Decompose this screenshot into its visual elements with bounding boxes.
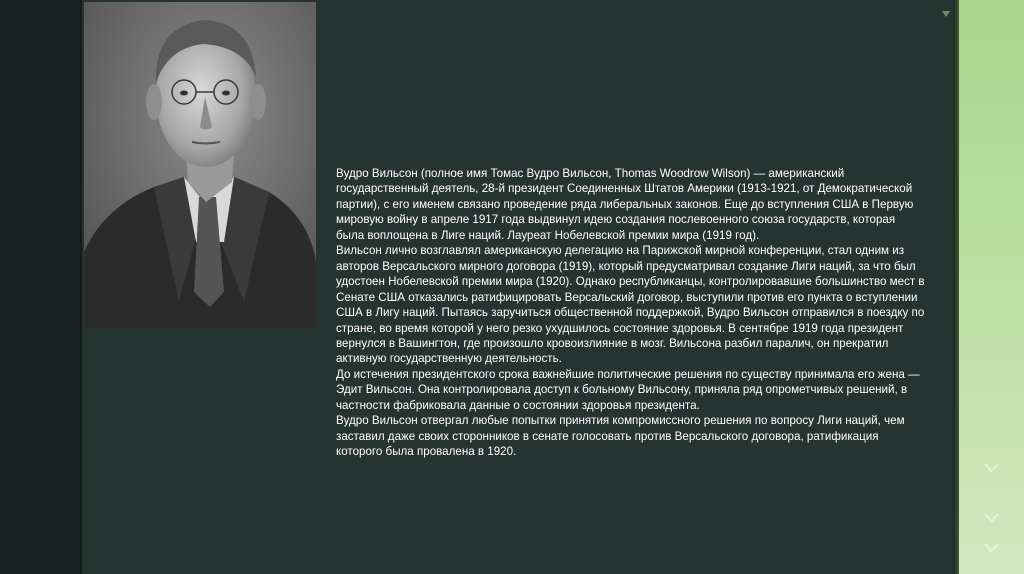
right-decorative-band bbox=[959, 0, 1024, 574]
paragraph: Вудро Вильсон отвергал любые попытки принятия компромиссного решения по вопросу Лиги наций, чем заставил даже своих сторонников в сенате голосовать против Версальского договора, ратификация которого была провалена в 1920. bbox=[336, 414, 905, 459]
biography-text bbox=[336, 166, 926, 460]
chevron-right-icon: › bbox=[972, 540, 1014, 556]
chevron-right-icon: › bbox=[972, 510, 1014, 526]
paragraph: Вильсон лично возглавлял американскую делегацию на Парижской мирной конференции, стал одним из авторов Версальского мирного договора (1919), который предусматривал создание Лиги наций, за что был удостоен Нобелевской премии мира (1920). Однако республиканцы, контролировавшие большинство мест в Сенате США отказались ратифицировать Версальский договор, выступили против его пункта о вступлении США в Лигу наций. Пытаясь заручиться общественной поддержкой, Вудро Вильсон отправился в поездку по стране, во время которой у него резко ухудшилось состояние здоровья. В сентябре 1919 года президент вернулся в Вашингтон, где произошло кровоизлияние в мозг. Вильсона разбил паралич, он прекратил активную государственную деятельность. bbox=[336, 244, 925, 366]
left-margin-band bbox=[0, 0, 80, 574]
portrait-photo bbox=[84, 2, 316, 328]
chevron-right-icon: › bbox=[972, 460, 1014, 476]
corner-arrow-icon bbox=[941, 9, 951, 19]
paragraph: До истечения президентского срока важнейшие политические решения по существу принимала его жена — Эдит Вильсон. Она контролировала доступ к больному Вильсону, приняла ряд опрометчивых решений, в частности фабриковала данные о состоянии здоровья президента. bbox=[336, 367, 920, 412]
paragraph: Вудро Вильсон (полное имя Томас Вудро Вильсон, Thomas Woodrow Wilson) — американский государственный деятель, 28-й президент Соединенных Штатов Америки (1913-1921, от Демократической партии), с его именем связано проведение ряда либеральных законов. Еще до вступления США в Первую мировую войну в апреле 1917 года выдвинул идею создания послевоенного союза государств, которая была воплощена в Лиге наций. Лауреат Нобелевской премии мира (1919 год). bbox=[336, 167, 914, 242]
